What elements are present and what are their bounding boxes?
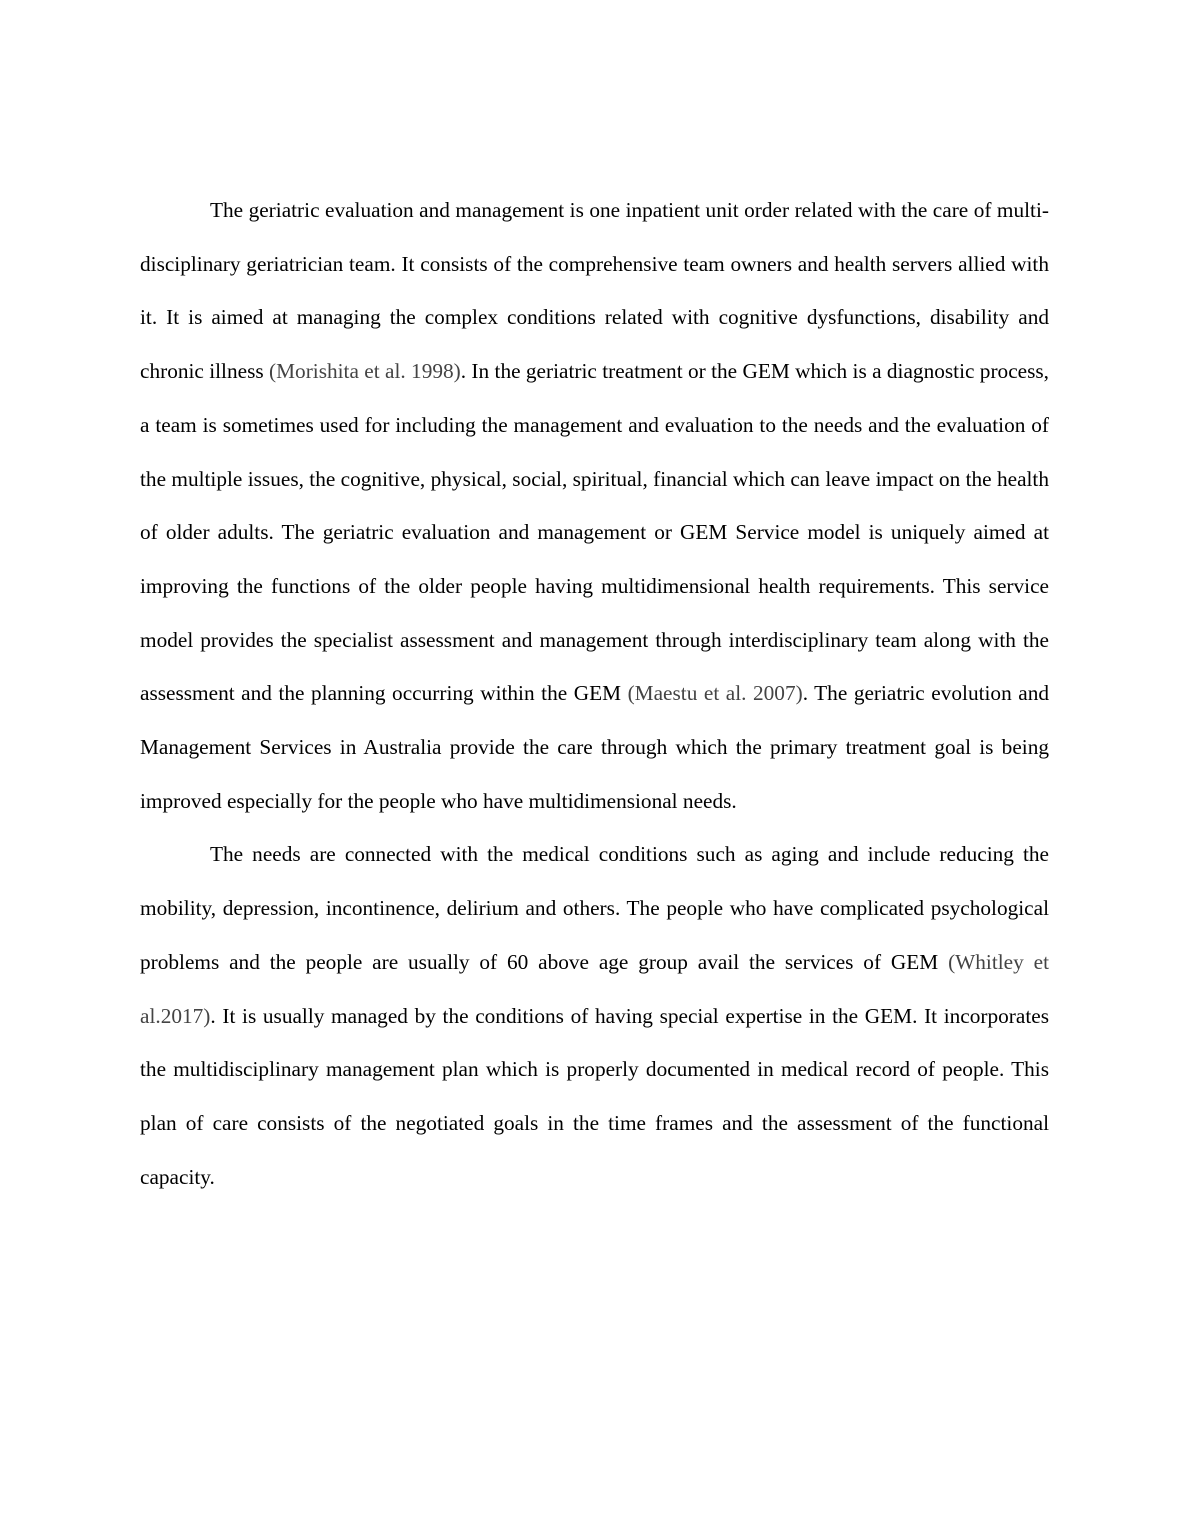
paragraph-2 (140, 828, 1049, 1204)
paragraph-1-text-b: . In the geriatric treatment or the GEM which is a diagnostic process, a team is sometimes used for including the management and evaluation to the needs and the evaluation of the multiple issues, the cognitive, physical, social, spiritual, financial which can leave impact on the health of older adults. The geriatric evaluation and management or GEM Service model is uniquely aimed at improving the functions of the older people having multidimensional health requirements. This service model provides the specialist assessment and management through interdisciplinary team along with the assessment and the planning occurring within the GEM (140, 359, 1049, 706)
paragraph-1-text-c: . The geriatric evolution and Management Services in Australia provide the care through which the primary treatment goal is being improved especially for the people who have multidimensional needs. (140, 681, 1050, 813)
paragraph-2-text-a: The needs are connected with the medical conditions such as aging and include reducing the mobility, depression, incontinence, delirium and others. The people who have complicated psychological problems and the people are usually of 60 above age group avail the services of GEM (140, 842, 1049, 974)
paragraph-2-text-b: . It is usually managed by the conditions of having special expertise in the GEM. It incorporates the multidisciplinary management plan which is properly documented in medical record of people. This plan of care consists of the negotiated goals in the time frames and the assessment of the functional capacity. (140, 1003, 1049, 1189)
citation-morishita: (Morishita et al. 1998) (269, 359, 461, 384)
paragraph-1 (140, 184, 1049, 828)
paragraph-1-text-a: The geriatric evaluation and management is one inpatient unit order related with the care of multi-disciplinary geriatrician team. It consists of the comprehensive team owners and health servers allied with it. It is aimed at managing the complex conditions related with cognitive dysfunctions, disability and chronic illness (140, 198, 1049, 384)
body-text (140, 184, 1049, 1204)
citation-whitley: (Whitley et al.2017) (140, 949, 1049, 1028)
citation-maestu: (Maestu et al. 2007) (627, 681, 803, 706)
